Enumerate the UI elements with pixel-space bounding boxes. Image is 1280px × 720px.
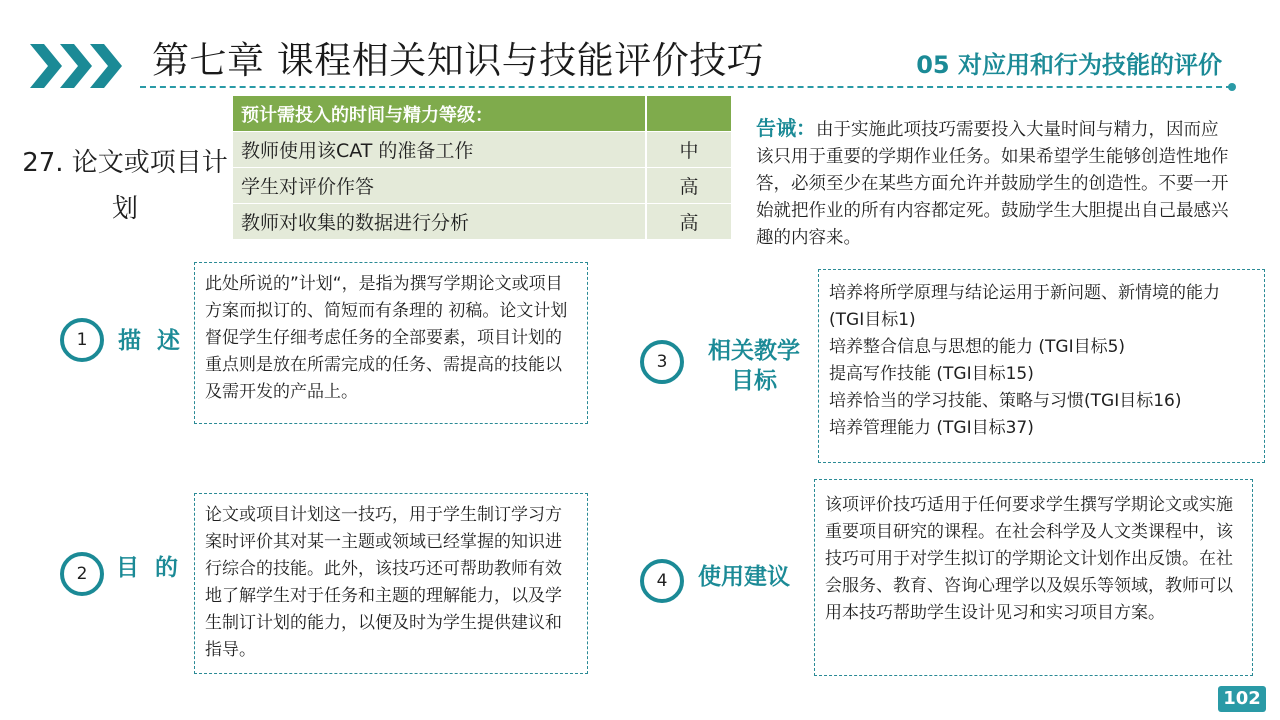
table-row: [233, 168, 731, 204]
goals-box: [818, 269, 1265, 463]
goal-item: 培养将所学原理与结论运用于新问题、新情境的能力(TGI目标1): [829, 283, 1220, 330]
goals-label-line1: 相关教学: [708, 338, 800, 364]
goals-label-line2: 目标: [731, 368, 777, 394]
goal-item: 培养整合信息与思想的能力 (TGI目标5): [829, 337, 1126, 357]
usage-box: 该项评价技巧适用于任何要求学生撰写学期论文或实施重要项目研究的课程。在社会科学及人文类课程中，该技巧可用于对学生拟订的学期论文计划作出反馈。在社会服务、教育、咨询心理学以及娱乐等领域，教师可以用本技巧帮助学生设计见习和实习项目方案。: [814, 479, 1253, 676]
warning-note: [756, 115, 1234, 252]
describe-box: 此处所说的”计划“，是指为撰写学期论文或项目方案而拟订的、简短而有条理的 初稿。论文计划督促学生仔细考虑任务的全部要素，项目计划的重点则是放在所需完成的任务、需提高的技能以及需开发的产品上。: [194, 262, 588, 424]
table-row-level: 高: [646, 204, 731, 240]
goal-item: 提高写作技能 (TGI目标15): [829, 364, 1034, 384]
table-row-label: 教师使用该CAT 的准备工作: [233, 132, 646, 168]
header-divider: [140, 86, 1232, 88]
goal-item: 培养恰当的学习技能、策略与习惯(TGI目标16): [829, 391, 1182, 411]
table-row-label: 学生对评价作答: [233, 168, 646, 204]
purpose-label: 目 的: [116, 555, 183, 581]
effort-level-table: [233, 96, 731, 240]
purpose-box: 论文或项目计划这一技巧，用于学生制订学习方案时评价其对某一主题或领域已经掌握的知识进行综合的技能。此外，该技巧还可帮助教师有效地了解学生对于任务和主题的理解能力，以及学生制订计划的能力，以便及时为学生提供建议和指导。: [194, 493, 588, 674]
table-row-level: 高: [646, 168, 731, 204]
table-header-level-cell: [646, 96, 731, 132]
table-row: [233, 132, 731, 168]
table-row-label: 教师对收集的数据进行分析: [233, 204, 646, 240]
page-number: 102: [1218, 686, 1266, 712]
section-number-2: 2: [60, 552, 104, 596]
table-row-level: 中: [646, 132, 731, 168]
section-number-3: 3: [640, 340, 684, 384]
describe-label: 描 述: [118, 328, 185, 354]
section-number-4: 4: [640, 559, 684, 603]
goals-label: [700, 336, 808, 396]
warning-label: 告诫：: [756, 116, 816, 140]
section-title: 05 对应用和行为技能的评价: [916, 51, 1222, 79]
header-divider-dot: [1228, 83, 1236, 91]
goal-item: 培养管理能力 (TGI目标37): [829, 418, 1034, 438]
table-header-row: [233, 96, 731, 132]
table-row: [233, 204, 731, 240]
table-header-cell: 预计需投入的时间与精力等级：: [233, 96, 646, 132]
item-title: 27. 论文或项目计划: [22, 148, 228, 224]
section-number-1: 1: [60, 318, 104, 362]
chapter-title: 第七章 课程相关知识与技能评价技巧: [152, 39, 765, 82]
warning-text: 由于实施此项技巧需要投入大量时间与精力，因而应该只用于重要的学期作业任务。如果希望学生能够创造性地作答，必须至少在某些方面允许并鼓励学生的创造性。不要一开始就把作业的所有内容都定死。鼓励学生大胆提出自己最感兴趣的内容来。: [756, 120, 1229, 248]
chevron-arrows-icon: [30, 44, 130, 88]
usage-label: 使用建议: [698, 564, 790, 590]
